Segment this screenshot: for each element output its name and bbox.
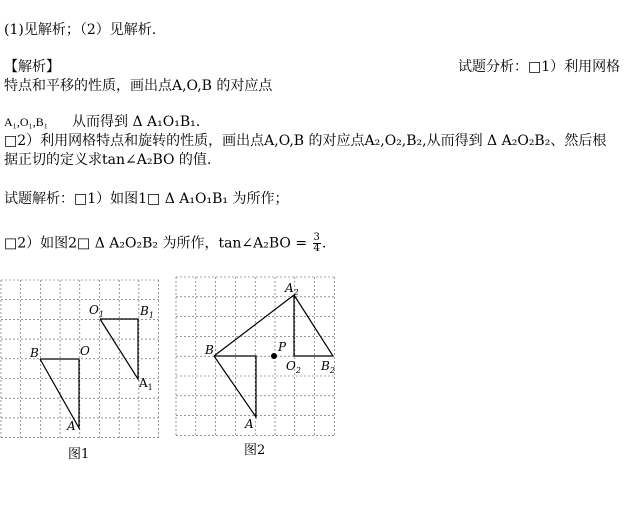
label-p: P: [278, 340, 287, 354]
analysis-header: 【解析】: [4, 59, 60, 75]
label-a1: $A_1$: [139, 376, 153, 392]
tan-fraction: [313, 233, 321, 254]
label-a: A: [67, 419, 76, 433]
label-o2: $O_2$: [286, 359, 301, 375]
analysis-line-b-points: A₁,O₁,B₁: [4, 115, 48, 129]
label-b1: $B_1$: [140, 304, 154, 320]
triangle-a2b2o2: [294, 295, 333, 356]
analysis-line-c: □2）利用网格特点和旋转的性质，画出点A,O,B 的对应点A₂,O₂,B₂,从而得到 Δ A₂O₂B₂、然后根: [4, 133, 607, 149]
label-o: O: [80, 344, 90, 358]
analysis-line-d: 据正切的定义求tan∠A₂BO 的值.: [4, 152, 212, 168]
solution-part-2-text: □2）如图2□ Δ A₂O₂B₂ 为所作，tan∠A₂BO =: [4, 235, 308, 252]
solution-part-1: 试题解析：□1）如图1□ Δ A₁O₁B₁ 为所作；: [4, 191, 289, 207]
analysis-lead: 试题分析：□1）利用网格: [458, 59, 621, 75]
label-b: B: [30, 346, 39, 360]
solution-part-2: [4, 233, 326, 254]
figure-1: [0, 280, 170, 440]
answer-line: (1)见解析；（2）见解析.: [4, 22, 157, 38]
grid-1: [1, 280, 159, 438]
analysis-line-a: 特点和平移的性质，画出点A,O,B 的对应点: [4, 78, 273, 94]
triangle-abo-2: [214, 356, 256, 417]
fraction-denominator: 4: [313, 243, 320, 254]
figure-1-caption: 图1: [68, 447, 90, 462]
label-o1: $O_1$: [89, 303, 104, 319]
figure-2-caption: 图2: [244, 443, 266, 458]
analysis-line-b-rest: 从而得到 Δ A₁O₁B₁.: [72, 114, 201, 130]
fraction-numerator: 3: [313, 232, 320, 243]
point-p: [271, 353, 277, 359]
label-b2: $B_2$: [321, 359, 335, 375]
label-b-2: B: [205, 343, 214, 357]
figure-2: [176, 277, 346, 437]
label-a2: $A_2$: [285, 281, 299, 297]
period: .: [321, 235, 327, 252]
label-a-2: A: [245, 417, 254, 431]
